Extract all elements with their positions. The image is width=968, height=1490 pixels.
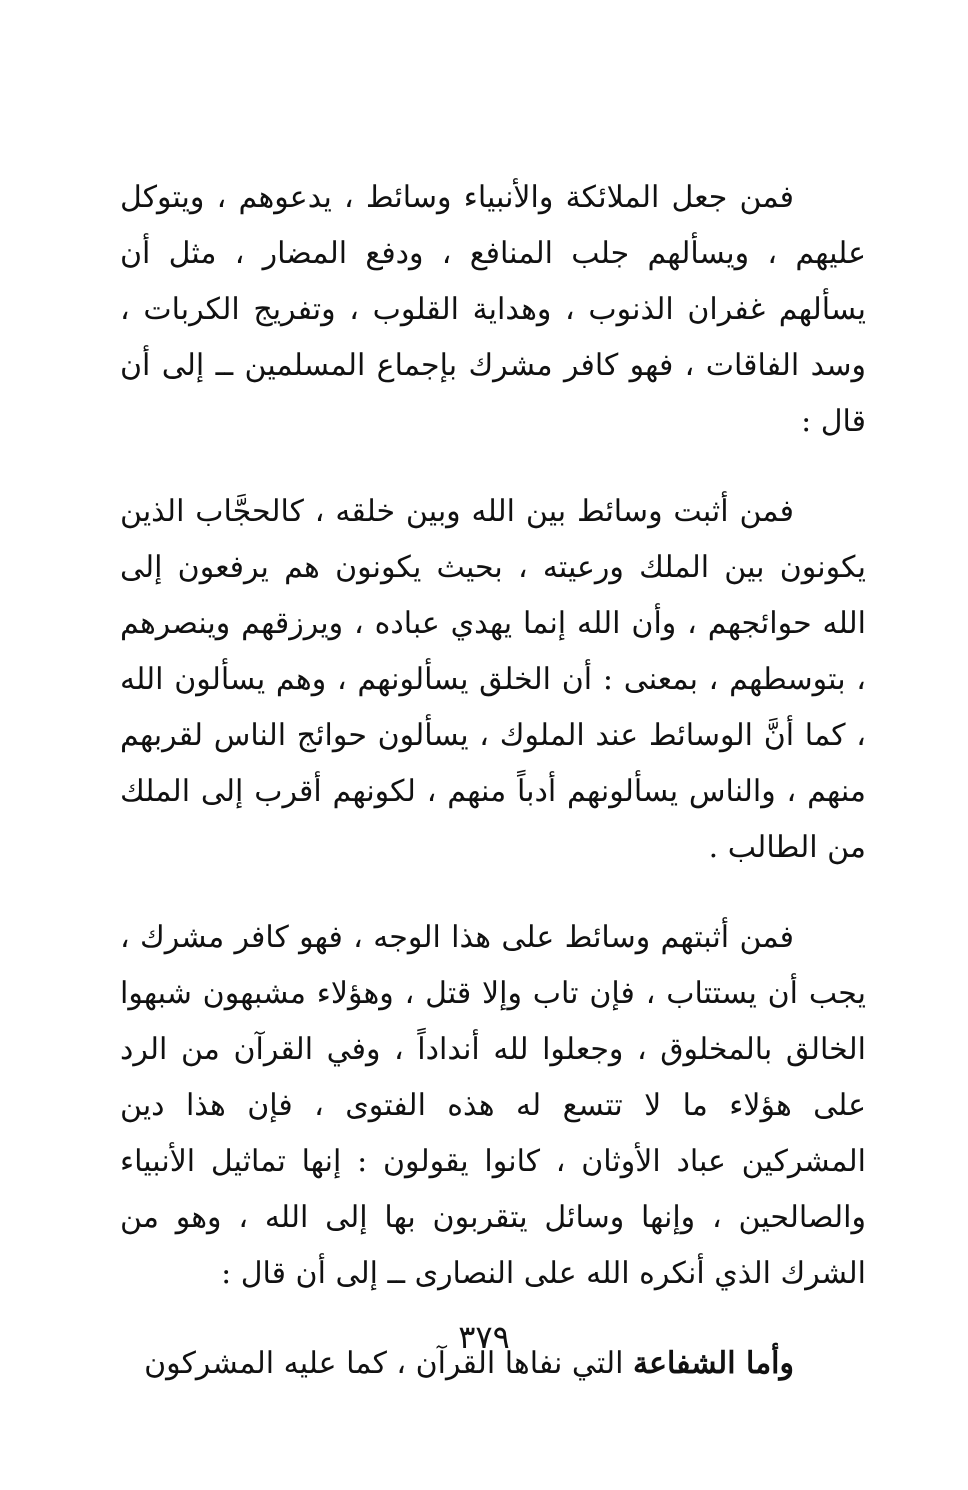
paragraph-3-text: فمن أثبتهم وسائط على هذا الوجه ، فهو كافر مشرك ، يجب أن يستتاب ، فإن تاب وإلا قتل ، وهؤلاء مشبهون شبهوا الخالق بالمخلوق ، وجعلوا لله أنداداً ، وفي القرآن من الرد على هؤلاء ما لا تتسع له هذه الفتوى ، فإن هذا دين المشركين عباد الأوثان ، كانوا يقولون : إنها تماثيل الأنبياء والصالحين ، وإنها وسائل يتقربون بها إلى الله ، وهو من الشرك الذي أنكره الله على النصارى ــ إلى أن قال : [120, 920, 866, 1291]
document-page [120, 170, 866, 1392]
paragraph-1 [120, 170, 866, 450]
paragraph-1-text: فمن جعل الملائكة والأنبياء وسائط ، يدعوهم ، ويتوكل عليهم ، ويسألهم جلب المنافع ، ودفع المضار ، مثل أن يسألهم غفران الذنوب ، وهداية القلوب ، وتفريج الكربات ، وسد الفاقات ، فهو كافر مشرك بإجماع المسلمين ــ إلى أن قال : [120, 180, 866, 439]
paragraph-4-bold-lead: وأما الشفاعة [632, 1346, 794, 1381]
paragraph-4-text: التي نفاها القرآن ، كما عليه المشركون [144, 1346, 633, 1381]
page-number: ٣٧٩ [458, 1318, 510, 1356]
paragraph-3 [120, 910, 866, 1302]
paragraph-2-text: فمن أثبت وسائط بين الله وبين خلقه ، كالحجَّاب الذين يكونون بين الملك ورعيته ، بحيث يكونون هم يرفعون إلى الله حوائجهم ، وأن الله إنما يهدي عباده ، ويرزقهم وينصرهم ، بتوسطهم ، بمعنى : أن الخلق يسألونهم ، وهم يسألون الله ، كما أنَّ الوسائط عند الملوك ، يسألون حوائج الناس لقربهم منهم ، والناس يسألونهم أدباً منهم ، لكونهم أقرب إلى الملك من الطالب . [120, 494, 866, 865]
paragraph-2 [120, 484, 866, 876]
